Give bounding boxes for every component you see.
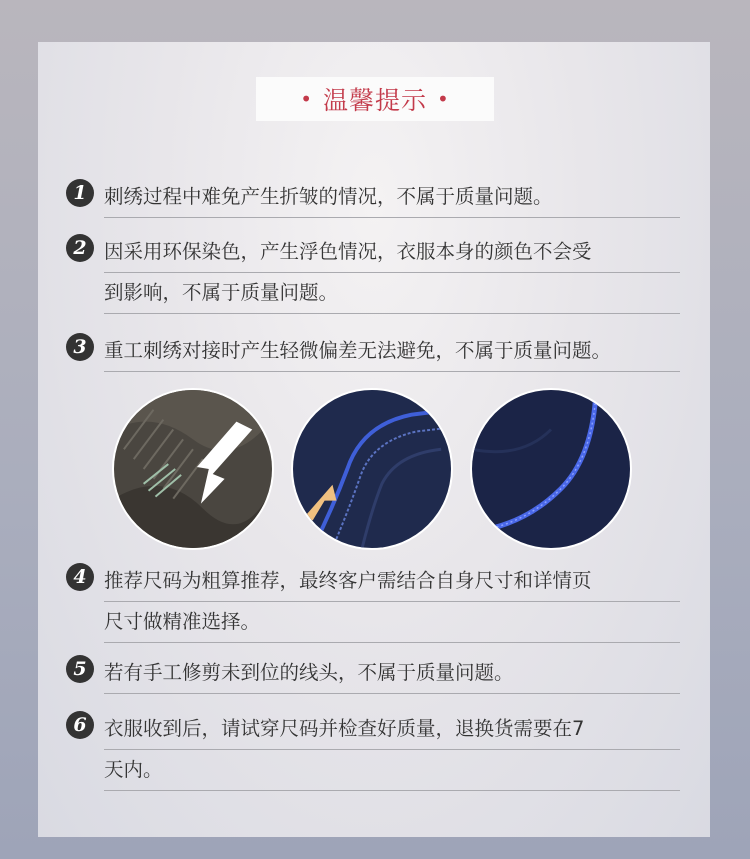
blue-stitch-photo — [470, 388, 632, 550]
notice-line: 推荐尺码为粗算推荐，最终客户需结合自身尺寸和详情页 — [104, 561, 680, 602]
notice-line: 因采用环保染色，产生浮色情况，衣服本身的颜色不会受 — [104, 232, 680, 273]
number-badge: 3 — [66, 333, 94, 361]
detail-photos — [112, 388, 632, 550]
seam-closeup-photo — [291, 388, 453, 550]
number-badge: 6 — [66, 711, 94, 739]
number-badge: 4 — [66, 563, 94, 591]
notice-line: 到影响，不属于质量问题。 — [104, 273, 680, 314]
title-dot-left: • — [300, 87, 313, 111]
title-dot-right: • — [437, 87, 450, 111]
number-badge: 2 — [66, 234, 94, 262]
number-badge: 5 — [66, 655, 94, 683]
notice-line: 天内。 — [104, 750, 680, 791]
embroidery-wrinkle-photo — [112, 388, 274, 550]
notice-line: 若有手工修剪未到位的线头，不属于质量问题。 — [104, 653, 680, 694]
notice-line: 衣服收到后，请试穿尺码并检查好质量，退换货需要在7 — [104, 709, 680, 750]
title-banner — [256, 77, 494, 121]
page-title: 温馨提示 — [322, 86, 427, 115]
number-badge: 1 — [66, 179, 94, 207]
notice-line: 重工刺绣对接时产生轻微偏差无法避免，不属于质量问题。 — [104, 331, 680, 372]
notice-line: 尺寸做精准选择。 — [104, 602, 680, 643]
notice-line: 刺绣过程中难免产生折皱的情况，不属于质量问题。 — [104, 177, 680, 218]
